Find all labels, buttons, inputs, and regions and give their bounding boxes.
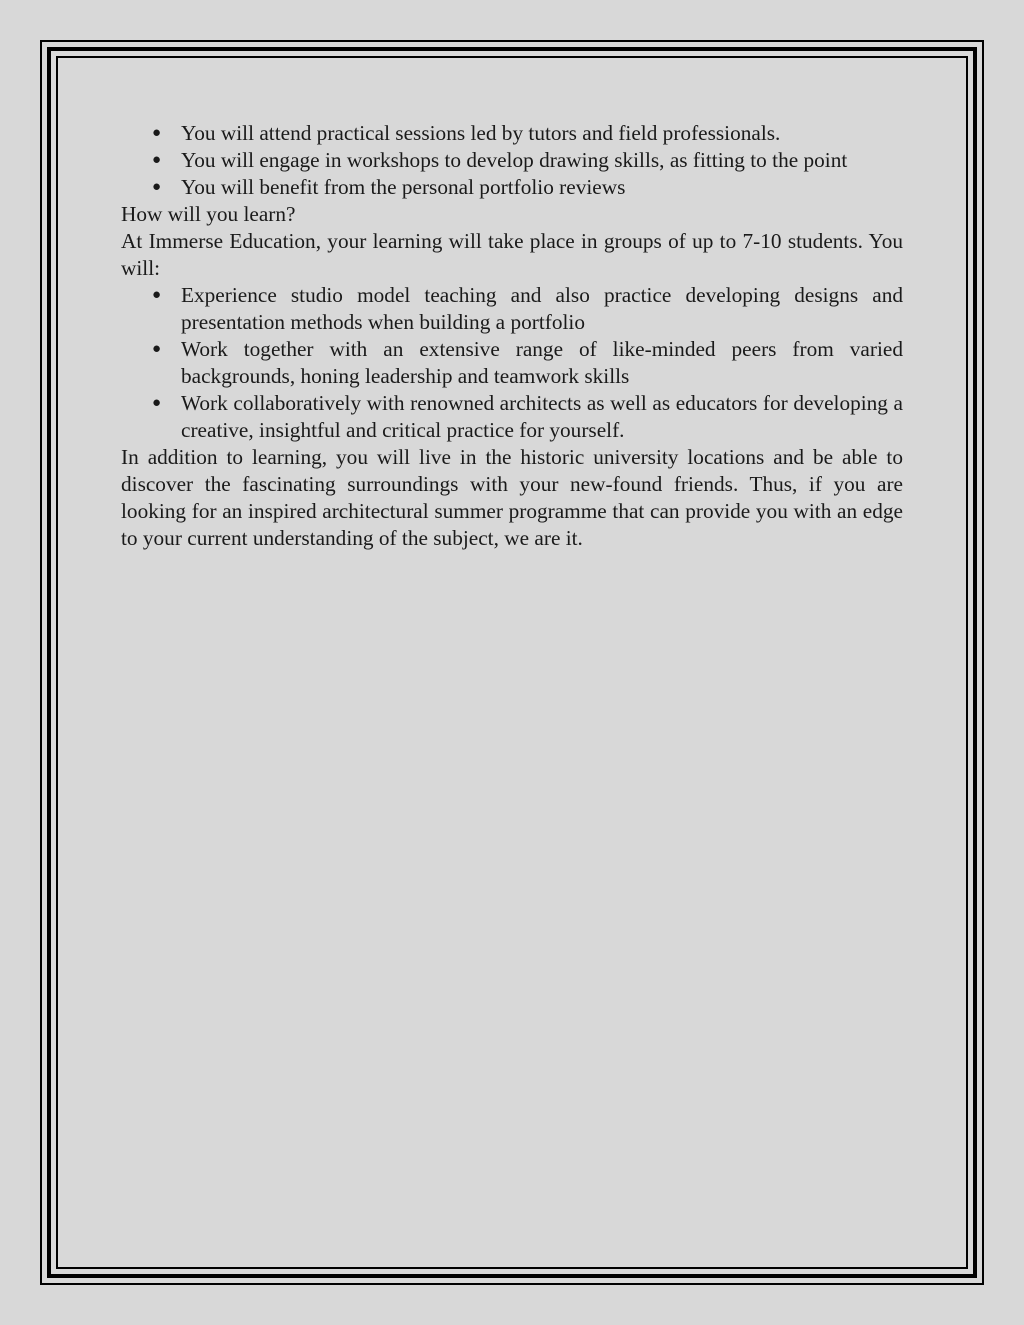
bullet-icon: ● bbox=[152, 179, 162, 195]
list-item-text: You will engage in workshops to develop drawing skills, as fitting to the point bbox=[181, 148, 848, 172]
list-item-text: You will attend practical sessions led by tutors and field professionals. bbox=[181, 121, 781, 145]
list-item bbox=[121, 336, 903, 390]
bullet-icon: ● bbox=[152, 125, 162, 141]
list-item bbox=[121, 174, 903, 201]
intro-paragraph: At Immerse Education, your learning will take place in groups of up to 7-10 students. You will: bbox=[121, 229, 903, 280]
bullet-icon: ● bbox=[152, 395, 162, 411]
benefits-list bbox=[121, 120, 903, 201]
list-item bbox=[121, 282, 903, 336]
closing-paragraph: In addition to learning, you will live in the historic university locations and be able to discover the fascinating surroundings with your new-found friends. Thus, if you are looking for an inspired architectural summer programme that can provide you with an edge to your current understanding of the subject, we are it. bbox=[121, 445, 903, 550]
bullet-icon: ● bbox=[152, 152, 162, 168]
learning-list bbox=[121, 282, 903, 444]
list-item bbox=[121, 147, 903, 174]
list-item bbox=[121, 120, 903, 147]
document-body bbox=[121, 120, 903, 552]
list-item-text: Work collaboratively with renowned architects as well as educators for developing a creative, insightful and critical practice for yourself. bbox=[181, 391, 903, 442]
section-heading: How will you learn? bbox=[121, 202, 296, 226]
list-item bbox=[121, 390, 903, 444]
list-item-text: You will benefit from the personal portfolio reviews bbox=[181, 175, 626, 199]
list-item-text: Work together with an extensive range of like-minded peers from varied backgrounds, honing leadership and teamwork skills bbox=[181, 337, 903, 388]
bullet-icon: ● bbox=[152, 287, 162, 303]
bullet-icon: ● bbox=[152, 341, 162, 357]
list-item-text: Experience studio model teaching and also practice developing designs and presentation methods when building a portfolio bbox=[181, 283, 903, 334]
